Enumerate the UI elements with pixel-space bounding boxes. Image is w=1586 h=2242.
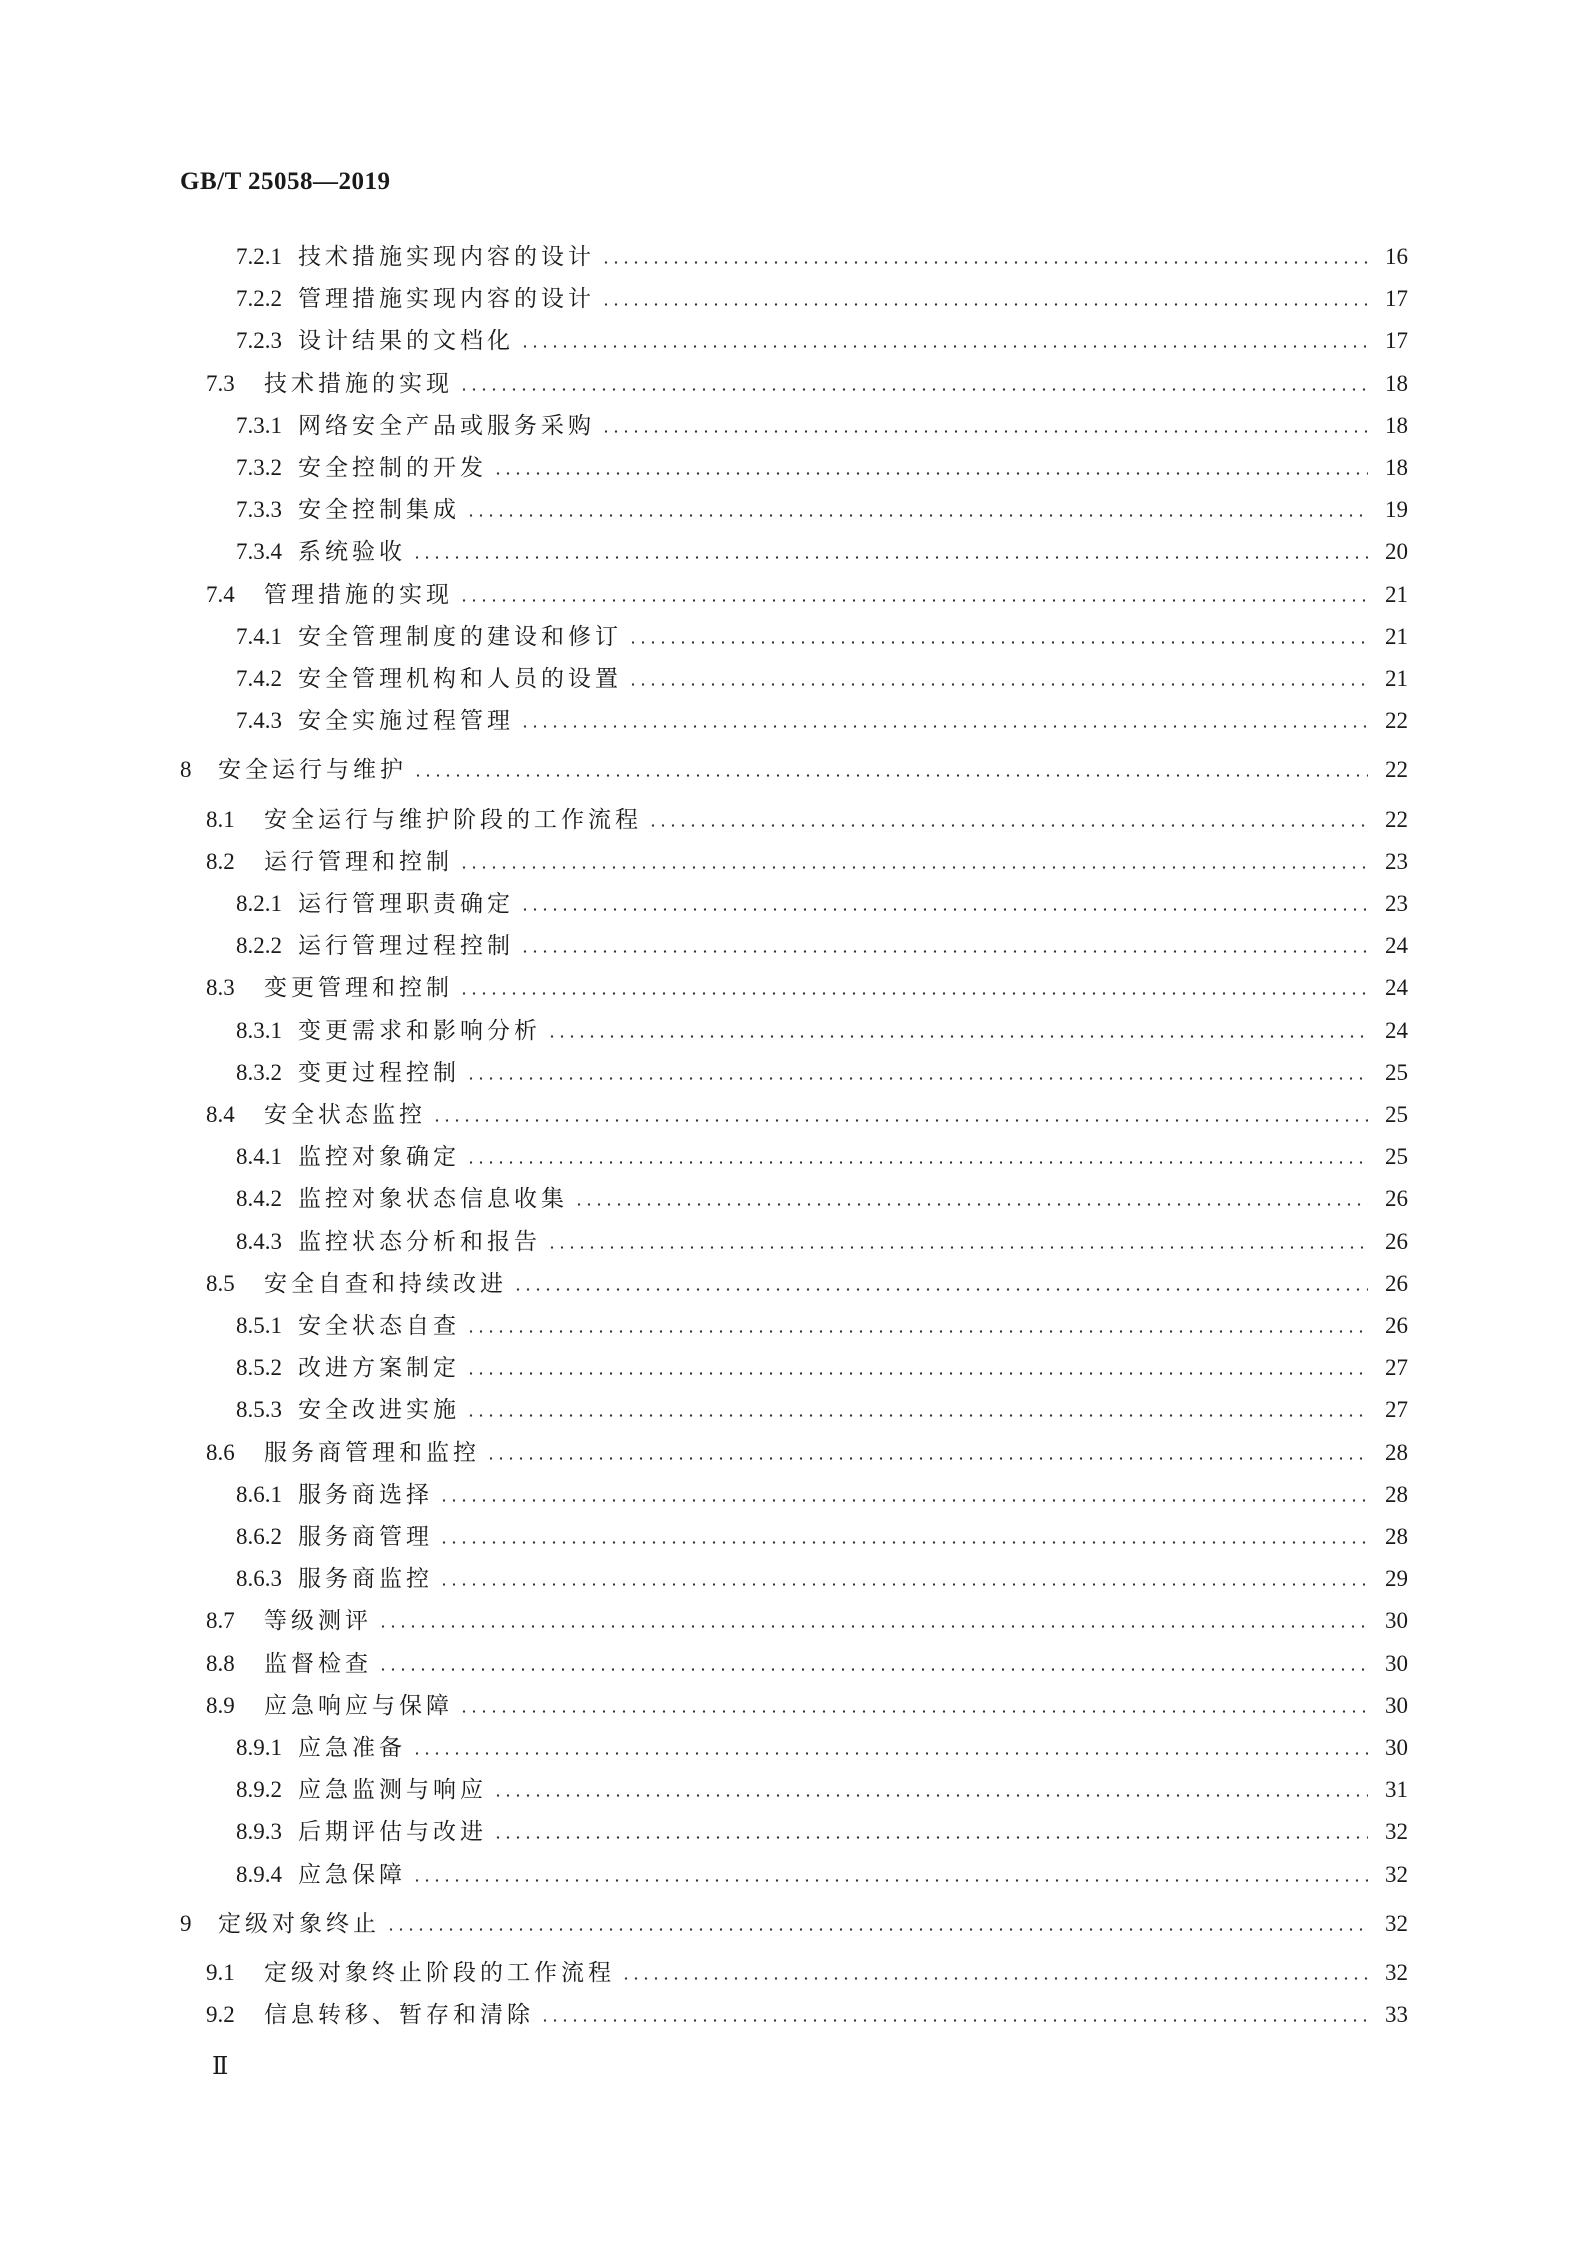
toc-entry-title: 安全自查和持续改进 [264, 1270, 507, 1297]
toc-entry[interactable] [206, 968, 1408, 1008]
toc-entry-number: 7.2.3 [236, 328, 282, 354]
toc-entry-title: 技术措施实现内容的设计 [298, 244, 595, 270]
toc-entry-page: 31 [1385, 1777, 1408, 1803]
toc-entry-page: 25 [1385, 1059, 1408, 1085]
toc-entry-title: 后期评估与改进 [298, 1819, 487, 1846]
toc-entry-page: 24 [1385, 1017, 1408, 1043]
toc-leader-dots [547, 1011, 1368, 1051]
toc-entry-title: 运行管理职责确定 [298, 891, 514, 917]
toc-entry[interactable] [206, 1264, 1408, 1304]
toc-entry[interactable] [236, 1137, 1408, 1177]
toc-leader-dots [540, 1995, 1368, 2035]
toc-entry-page: 28 [1385, 1481, 1408, 1507]
toc-entry[interactable] [236, 321, 1408, 361]
toc-entry[interactable] [236, 1390, 1408, 1430]
toc-leader-dots [520, 884, 1368, 924]
toc-entry[interactable] [236, 1179, 1408, 1219]
toc-entry[interactable] [236, 1770, 1408, 1810]
toc-entry-number: 9.2 [206, 2002, 235, 2028]
toc-entry-number: 8.1 [206, 806, 235, 832]
toc-entry-page: 21 [1385, 623, 1408, 649]
toc-entry[interactable] [206, 1644, 1408, 1684]
toc-entry-number: 7.3 [206, 370, 235, 396]
toc-leader-dots [493, 1770, 1368, 1810]
toc-entry-page: 24 [1385, 975, 1408, 1001]
toc-entry-number: 9 [180, 1910, 192, 1936]
toc-leader-dots [628, 617, 1368, 657]
toc-entry-number: 7.4.2 [236, 666, 282, 691]
toc-leader-dots [459, 842, 1368, 882]
toc-leader-dots [378, 1601, 1368, 1641]
toc-leader-dots [486, 1433, 1368, 1473]
toc-entry-number: 8.3 [206, 975, 235, 1001]
toc-entry-title: 服务商管理和监控 [264, 1439, 480, 1466]
toc-entry-title: 运行管理过程控制 [298, 933, 514, 960]
toc-entry[interactable] [236, 1348, 1408, 1388]
toc-entry-page: 26 [1385, 1313, 1408, 1338]
toc-entry-title: 变更需求和影响分析 [298, 1017, 541, 1044]
toc-entry-number: 8.9.3 [236, 1819, 282, 1845]
toc-entry-title: 服务商选择 [298, 1481, 433, 1508]
toc-entry[interactable] [236, 1222, 1408, 1262]
toc-leader-dots [412, 1728, 1368, 1768]
toc-leader-dots [459, 364, 1368, 404]
document-id: GB/T 25058—2019 [180, 168, 391, 195]
toc-entry-title: 系统验收 [298, 539, 406, 566]
toc-entry[interactable] [236, 617, 1408, 657]
toc-leader-dots [466, 1306, 1368, 1346]
toc-entry[interactable] [236, 1517, 1408, 1557]
toc-entry[interactable] [206, 1095, 1408, 1135]
toc-entry-title: 定级对象终止阶段的工作流程 [264, 1960, 615, 1986]
toc-leader-dots [601, 279, 1368, 319]
toc-leader-dots [493, 1812, 1368, 1852]
toc-entry-page: 16 [1385, 244, 1408, 269]
toc-entry-number: 7.4 [206, 581, 235, 607]
toc-entry-title: 应急监测与响应 [298, 1777, 487, 1804]
toc-leader-dots [628, 659, 1368, 699]
toc-leader-dots [547, 1222, 1368, 1262]
toc-entry-number: 8.2.2 [236, 933, 282, 959]
toc-entry-title: 安全控制的开发 [298, 455, 487, 481]
toc-entry-number: 8.2 [206, 848, 235, 874]
toc-leader-dots [520, 321, 1368, 361]
toc-entry-page: 33 [1385, 2002, 1408, 2028]
toc-leader-dots [493, 448, 1368, 488]
toc-leader-dots [466, 1348, 1368, 1388]
toc-entry[interactable] [236, 1728, 1408, 1768]
toc-entry-page: 17 [1385, 286, 1408, 312]
toc-entry[interactable] [206, 800, 1408, 840]
toc-entry-title: 应急保障 [298, 1861, 406, 1888]
toc-entry[interactable] [206, 364, 1408, 404]
toc-entry[interactable] [236, 1011, 1408, 1051]
toc-entry-title: 监督检查 [264, 1650, 372, 1677]
toc-entry-number: 8.3.2 [236, 1059, 282, 1085]
toc-entry[interactable] [206, 842, 1408, 882]
toc-leader-dots [601, 237, 1368, 277]
toc-entry-number: 8.5 [206, 1270, 235, 1296]
toc-entry-page: 21 [1385, 666, 1408, 691]
toc-entry-title: 等级测评 [264, 1608, 372, 1635]
toc-entry-title: 运行管理和控制 [264, 848, 453, 875]
toc-entry-number: 8.4.2 [236, 1186, 282, 1212]
toc-entry[interactable] [236, 884, 1408, 924]
toc-entry-number: 8.5.2 [236, 1355, 282, 1381]
toc-entry-page: 30 [1385, 1735, 1408, 1760]
toc-entry-number: 7.2.1 [236, 244, 282, 269]
toc-entry-number: 8.4 [206, 1102, 235, 1127]
toc-entry-page: 30 [1385, 1608, 1408, 1634]
toc-entry-page: 20 [1385, 539, 1408, 565]
toc-entry-number: 8.4.3 [236, 1228, 282, 1254]
toc-leader-dots [412, 1855, 1368, 1895]
toc-entry-number: 9.1 [206, 1960, 235, 1985]
toc-entry-number: 8 [180, 757, 192, 783]
toc-leader-dots [432, 1095, 1368, 1135]
toc-entry-title: 变更过程控制 [298, 1059, 460, 1086]
toc-leader-dots [386, 1904, 1368, 1944]
toc-entry-title: 设计结果的文档化 [298, 328, 514, 355]
toc-entry-number: 7.4.1 [236, 623, 282, 649]
toc-entry-page: 18 [1385, 370, 1408, 396]
toc-entry-page: 27 [1385, 1397, 1408, 1423]
page-number: Ⅱ [212, 2054, 229, 2080]
toc-entry-title: 改进方案制定 [298, 1355, 460, 1382]
toc-entry-page: 18 [1385, 412, 1408, 438]
toc-entry-number: 8.9 [206, 1692, 235, 1718]
toc-entry[interactable] [236, 406, 1408, 446]
toc-entry-number: 8.6.3 [236, 1566, 282, 1592]
toc-entry[interactable] [236, 279, 1408, 319]
toc-entry-page: 22 [1385, 806, 1408, 832]
toc-leader-dots [439, 1559, 1368, 1599]
toc-entry-title: 应急响应与保障 [264, 1692, 453, 1719]
toc-entry[interactable] [236, 448, 1408, 488]
toc-leader-dots [621, 1953, 1368, 1993]
toc-entry[interactable] [206, 575, 1408, 615]
toc-entry[interactable] [236, 1559, 1408, 1599]
toc-entry[interactable] [236, 490, 1408, 530]
toc-entry-title: 技术措施的实现 [264, 370, 453, 397]
toc-leader-dots [439, 1517, 1368, 1557]
toc-entry-page: 28 [1385, 1524, 1408, 1549]
toc-leader-dots [466, 1053, 1368, 1093]
toc-entry-number: 8.2.1 [236, 891, 282, 916]
toc-entry-number: 7.3.4 [236, 539, 282, 565]
toc-entry-title: 安全控制集成 [298, 497, 460, 524]
toc-leader-dots [466, 1137, 1368, 1177]
toc-entry-number: 7.3.1 [236, 412, 282, 438]
toc-entry-title: 安全状态监控 [264, 1102, 426, 1128]
toc-entry-page: 26 [1385, 1270, 1408, 1296]
toc-entry-number: 8.8 [206, 1650, 235, 1676]
toc-entry-number: 8.7 [206, 1608, 235, 1634]
toc-entry-page: 17 [1385, 328, 1408, 354]
toc-entry-number: 8.3.1 [236, 1017, 282, 1043]
toc-entry-number: 7.2.2 [236, 286, 282, 312]
toc-entry[interactable] [236, 659, 1408, 699]
toc-entry-title: 监控状态分析和报告 [298, 1228, 541, 1255]
toc-entry-page: 18 [1385, 455, 1408, 480]
toc-leader-dots [459, 968, 1368, 1008]
toc-entry[interactable] [206, 1433, 1408, 1473]
toc-leader-dots [466, 1390, 1368, 1430]
toc-entry[interactable] [206, 1601, 1408, 1641]
toc-entry-title: 安全实施过程管理 [298, 708, 514, 735]
toc-leader-dots [412, 532, 1368, 572]
toc-entry-title: 监控对象状态信息收集 [298, 1186, 568, 1213]
toc-leader-dots [413, 750, 1368, 790]
toc-entry-page: 23 [1385, 891, 1408, 916]
toc-entry-title: 安全状态自查 [298, 1313, 460, 1339]
toc-entry-number: 8.9.1 [236, 1735, 282, 1760]
toc-entry[interactable] [236, 1475, 1408, 1515]
toc-entry-number: 8.5.3 [236, 1397, 282, 1423]
toc-entry-title: 信息转移、暂存和清除 [264, 2002, 534, 2029]
toc-entry-number: 7.3.3 [236, 497, 282, 523]
toc-entry-title: 网络安全产品或服务采购 [298, 412, 595, 439]
toc-entry-title: 安全管理制度的建设和修订 [298, 623, 622, 650]
toc-leader-dots [466, 490, 1368, 530]
toc-entry[interactable] [236, 701, 1408, 741]
toc-entry-page: 22 [1385, 757, 1408, 783]
toc-entry-page: 27 [1385, 1355, 1408, 1381]
toc-entry-number: 8.9.2 [236, 1777, 282, 1803]
toc-entry-page: 24 [1385, 933, 1408, 959]
toc-leader-dots [378, 1644, 1368, 1684]
toc-entry[interactable] [180, 1904, 1408, 1944]
toc-entry-title: 监控对象确定 [298, 1144, 460, 1171]
toc-entry-number: 8.5.1 [236, 1313, 282, 1338]
toc-entry-number: 7.3.2 [236, 455, 282, 480]
toc-entry-title: 服务商监控 [298, 1566, 433, 1593]
toc-leader-dots [459, 1686, 1368, 1726]
toc-entry[interactable] [236, 926, 1408, 966]
toc-entry[interactable] [236, 1855, 1408, 1895]
toc-leader-dots [520, 701, 1368, 741]
toc-leader-dots [574, 1179, 1368, 1219]
toc-entry-number: 8.6.1 [236, 1481, 282, 1507]
toc-entry-page: 28 [1385, 1439, 1408, 1465]
toc-entry[interactable] [236, 237, 1408, 277]
toc-entry-page: 32 [1385, 1910, 1408, 1936]
toc-leader-dots [601, 406, 1368, 446]
toc-entry-page: 21 [1385, 581, 1408, 607]
toc-entry-page: 23 [1385, 848, 1408, 874]
toc-entry-title: 变更管理和控制 [264, 975, 453, 1002]
toc-entry-page: 32 [1385, 1960, 1408, 1985]
toc-entry[interactable] [236, 1812, 1408, 1852]
toc-entry-title: 安全运行与维护阶段的工作流程 [264, 806, 642, 833]
toc-entry-page: 32 [1385, 1861, 1408, 1887]
toc-entry-page: 25 [1385, 1144, 1408, 1170]
toc-entry-title: 管理措施实现内容的设计 [298, 286, 595, 313]
toc-leader-dots [648, 800, 1368, 840]
toc-entry-page: 30 [1385, 1692, 1408, 1718]
toc-entry[interactable] [206, 1995, 1408, 2035]
toc-entry[interactable] [206, 1686, 1408, 1726]
toc-leader-dots [513, 1264, 1368, 1304]
toc-entry-number: 8.9.4 [236, 1861, 282, 1887]
toc-entry-page: 22 [1385, 708, 1408, 734]
toc-leader-dots [459, 575, 1368, 615]
toc-entry-page: 26 [1385, 1228, 1408, 1254]
toc-leader-dots [439, 1475, 1368, 1515]
toc-entry[interactable] [236, 1306, 1408, 1346]
toc-entry-page: 19 [1385, 497, 1408, 523]
toc-entry-title: 安全改进实施 [298, 1397, 460, 1424]
toc-entry-page: 25 [1385, 1102, 1408, 1127]
toc-entry-title: 定级对象终止 [218, 1910, 380, 1937]
toc-entry-page: 29 [1385, 1566, 1408, 1592]
toc-entry-title: 安全运行与维护 [218, 757, 407, 784]
toc-entry[interactable] [206, 1953, 1408, 1993]
toc-entry-number: 8.4.1 [236, 1144, 282, 1170]
toc-entry-title: 安全管理机构和人员的设置 [298, 666, 622, 692]
toc-entry-title: 应急准备 [298, 1735, 406, 1761]
toc-entry-number: 8.6 [206, 1439, 235, 1465]
toc-entry[interactable] [180, 750, 1408, 790]
toc-entry-title: 管理措施的实现 [264, 581, 453, 608]
toc-entry-title: 服务商管理 [298, 1524, 433, 1550]
toc-entry-page: 32 [1385, 1819, 1408, 1845]
toc-entry[interactable] [236, 532, 1408, 572]
toc-entry-number: 7.4.3 [236, 708, 282, 734]
toc-entry[interactable] [236, 1053, 1408, 1093]
toc-entry-page: 26 [1385, 1186, 1408, 1212]
toc-entry-page: 30 [1385, 1650, 1408, 1676]
toc-entry-number: 8.6.2 [236, 1524, 282, 1549]
toc-leader-dots [520, 926, 1368, 966]
